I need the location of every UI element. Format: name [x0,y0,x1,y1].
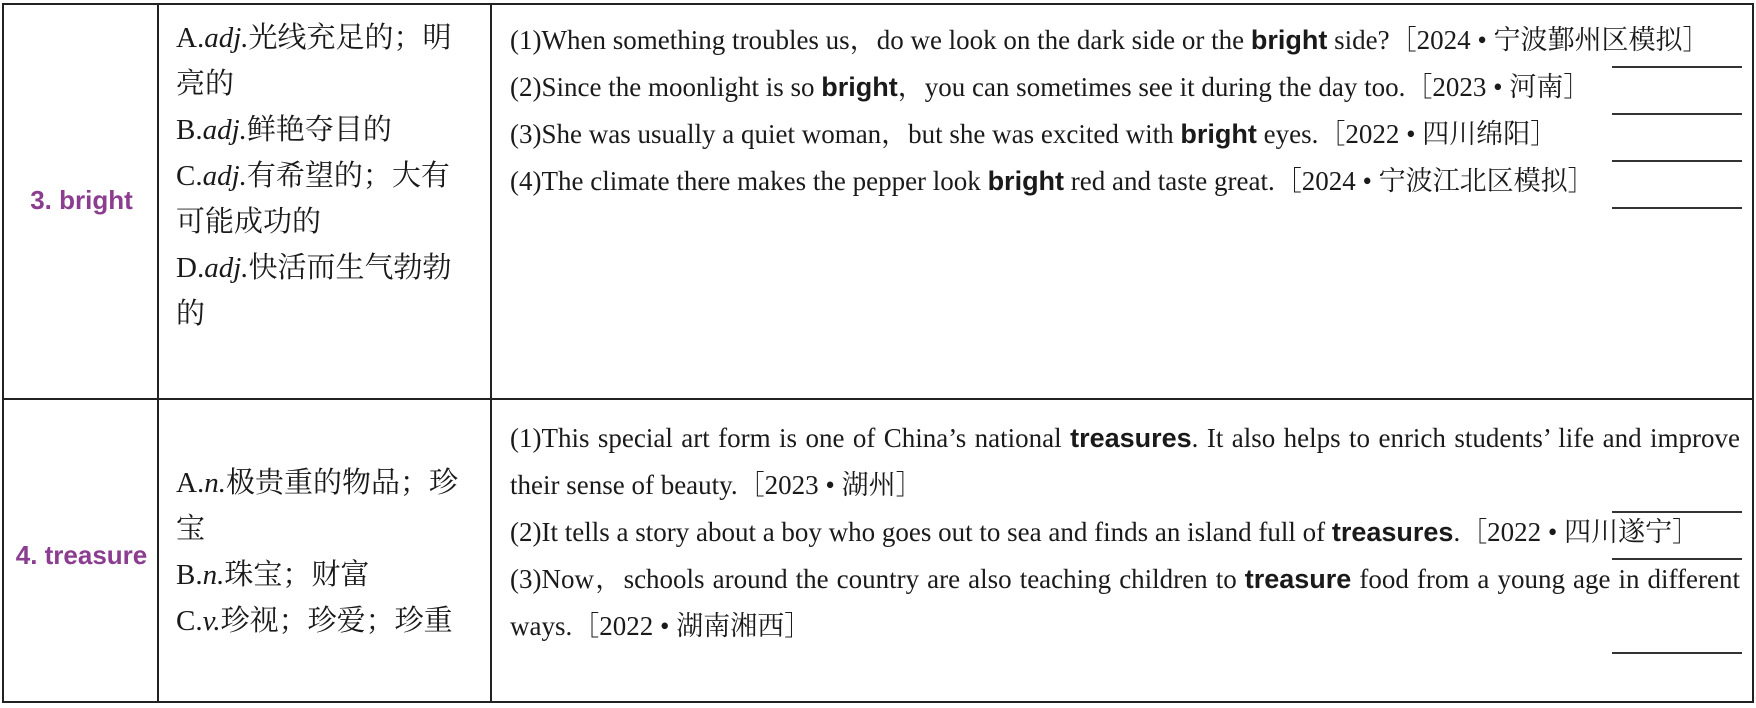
keyword: bright [1250,25,1328,55]
keyword: bright [1180,119,1257,149]
keyword: treasures [1070,423,1192,453]
word-cell: 3. bright [30,185,133,215]
vocabulary-table [2,3,1754,703]
answer-blank[interactable] [1612,652,1742,654]
answer-blank[interactable] [1612,207,1742,209]
example-sentence: (4)The climate there makes the pepper look bright red and taste great.［2024 • 宁波江北区模拟］ [510,158,1742,205]
row-divider [4,398,1752,400]
word-cell: 4. treasure [15,540,148,570]
example-sentence: (2)Since the moonlight is so bright，you can sometimes see it during the day too.［2023 • 河南］ [510,64,1742,111]
keyword: bright [821,72,898,102]
example-sentence: (1)This special art form is one of China’s national treasures. It also helps to enrich students’ life and improve their sense of beauty.［2023 • 湖州］ [510,415,1742,509]
definition: B.n.珠宝；财富 [176,559,370,591]
column-divider [490,5,492,701]
definition: C.v.珍视；珍爱；珍重 [176,605,453,637]
example-sentence: (3)Now，schools around the country are also teaching children to treasure food from a young age in different ways.［2022 • 湖南湘西］ [510,556,1742,650]
definition: A.n.极贵重的物品；珍宝 [176,467,458,545]
example-sentence: (1)When something troubles us，do we look on the dark side or the bright side?［2024 • 宁波鄞州区模拟］ [510,17,1742,64]
definitions-cell [176,460,476,644]
definition: D.adj.快活而生气勃勃的 [176,252,452,330]
definitions-cell [176,15,476,337]
examples-cell [510,415,1742,650]
example-sentence: (3)She was usually a quiet woman，but she was excited with bright eyes.［2022 • 四川绵阳］ [510,111,1742,158]
definition: A.adj.光线充足的；明亮的 [176,22,452,100]
example-sentence: (2)It tells a story about a boy who goes out to sea and finds an island full of treasures.［2022 • 四川遂宁］ [510,509,1742,556]
keyword: bright [987,166,1065,196]
column-divider [157,5,159,701]
examples-cell [510,17,1742,205]
keyword: treasures [1331,517,1454,547]
definition: B.adj.鲜艳夺目的 [176,114,392,146]
definition: C.adj.有希望的；大有可能成功的 [176,160,450,238]
keyword: treasure [1244,564,1352,594]
